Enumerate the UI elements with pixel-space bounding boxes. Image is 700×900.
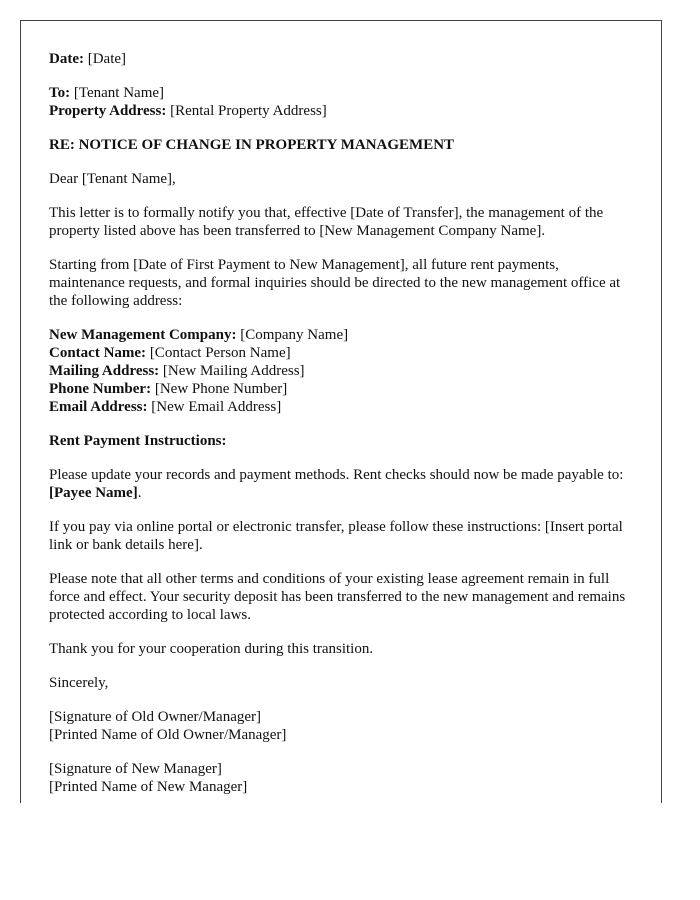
rent-heading: Rent Payment Instructions: (49, 433, 227, 449)
paragraph-online: If you pay via online portal or electronic transfer, please follow these instructions: [Insert portal link or bank details here]. (49, 519, 623, 553)
recipient-block: To: [Tenant Name] Property Address: [Rental Property Address] (49, 85, 327, 119)
new-manager-signature-block: [Signature of New Manager] [Printed Name of New Manager] (49, 761, 248, 795)
paragraph-payee: Please update your records and payment methods. Rent checks should now be made payable to: [Payee Name]. (49, 467, 624, 501)
date-line: Date: [Date] (49, 51, 127, 67)
letter (20, 20, 662, 803)
closing: Sincerely, (49, 675, 109, 691)
paragraph-terms: Please note that all other terms and conditions of your existing lease agreement remain in full force and effect. Your security deposit has been transferred to the new management and remains protected according to local laws. (49, 571, 626, 623)
subject-line: RE: NOTICE OF CHANGE IN PROPERTY MANAGEMENT (49, 137, 455, 153)
salutation: Dear [Tenant Name], (49, 171, 176, 187)
paragraph-notice: This letter is to formally notify you that, effective [Date of Transfer], the management of the property listed above has been transferred to [New Management Company Name]. (49, 205, 604, 239)
contact-block: New Management Company: [Company Name] Contact Name: [Contact Person Name] Mailing Address: [New Mailing Address] Phone Number: [New Phone Number] Email Address: [New Email Address] (49, 327, 349, 415)
old-manager-signature-block: [Signature of Old Owner/Manager] [Printed Name of Old Owner/Manager] (49, 709, 287, 743)
paragraph-thanks: Thank you for your cooperation during this transition. (49, 641, 374, 657)
paragraph-directions: Starting from [Date of First Payment to New Management], all future rent payments, maintenance requests, and formal inquiries should be directed to the new management office at the following address: (49, 257, 621, 309)
